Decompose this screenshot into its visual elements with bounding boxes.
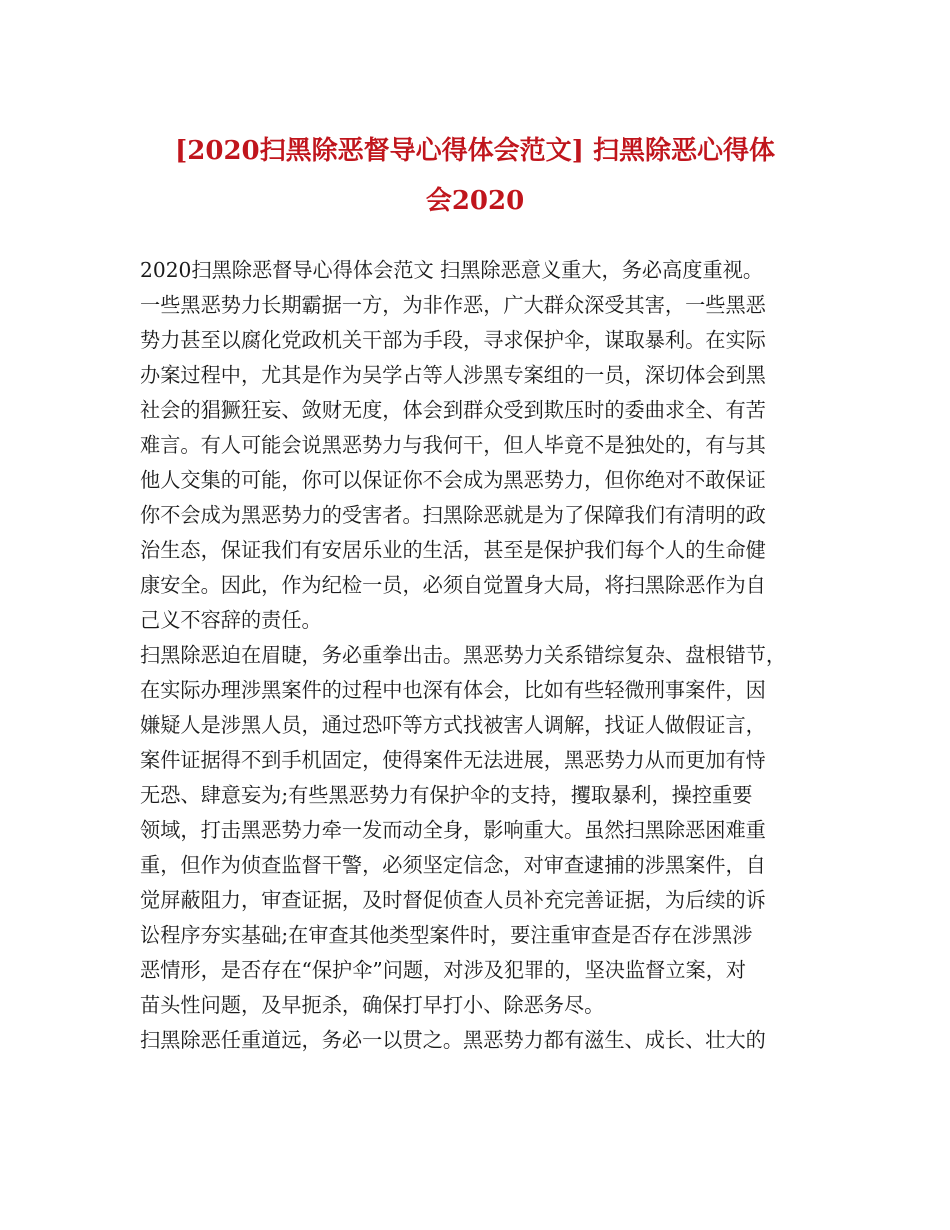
title-line-2: 会2020: [425, 186, 525, 216]
body-line: 苗头性问题，及早扼杀，确保打早打小、除恶务尽。: [140, 993, 605, 1017]
body-line: 在实际办理涉黑案件的过程中也深有体会，比如有些轻微刑事案件，因: [140, 678, 766, 702]
body-line: 无恐、肆意妄为;有些黑恶势力有保护伞的支持，攫取暴利，操控重要: [140, 783, 753, 807]
document-title: [130, 126, 820, 226]
body-line: 他人交集的可能，你可以保证你不会成为黑恶势力，但你绝对不敢保证: [140, 468, 766, 492]
body-line: 恶情形，是否存在“保护伞”问题，对涉及犯罪的，坚决监督立案，对: [140, 958, 747, 982]
body-line: 重，但作为侦查监督干警，必须坚定信念，对审查逮捕的涉黑案件，自: [140, 853, 766, 877]
body-line: 治生态，保证我们有安居乐业的生活，甚至是保护我们每个人的生命健: [140, 538, 766, 562]
body-line: 2020扫黑除恶督导心得体会范文 扫黑除恶意义重大，务必高度重视。: [140, 258, 764, 282]
body-line: 难言。有人可能会说黑恶势力与我何干，但人毕竟不是独处的，有与其: [140, 433, 766, 457]
body-line: 觉屏蔽阻力，审查证据，及时督促侦查人员补充完善证据，为后续的诉: [140, 888, 766, 912]
body-line: 势力甚至以腐化党政机关干部为手段，寻求保护伞，谋取暴利。在实际: [140, 328, 766, 352]
body-line: 己义不容辞的责任。: [140, 608, 322, 632]
body-line: 一些黑恶势力长期霸据一方，为非作恶，广大群众深受其害，一些黑恶: [140, 293, 766, 317]
body-line: 社会的猖獗狂妄、敛财无度，体会到群众受到欺压时的委曲求全、有苦: [140, 398, 766, 422]
body-line: 案件证据得不到手机固定，使得案件无法进展，黑恶势力从而更加有恃: [140, 748, 766, 772]
body-line: 康安全。因此，作为纪检一员，必须自觉置身大局，将扫黑除恶作为自: [140, 573, 766, 597]
body-line: 办案过程中，尤其是作为吴学占等人涉黑专案组的一员，深切体会到黑: [140, 363, 766, 387]
body-line: 嫌疑人是涉黑人员，通过恐吓等方式找被害人调解，找证人做假证言，: [140, 713, 766, 737]
body-line: 扫黑除恶迫在眉睫，务必重拳出击。黑恶势力关系错综复杂、盘根错节，: [140, 643, 787, 667]
title-line-1: [2020扫黑除恶督导心得体会范文] 扫黑除恶心得体: [174, 136, 776, 166]
body-line: 领域，打击黑恶势力牵一发而动全身，影响重大。虽然扫黑除恶困难重: [140, 818, 766, 842]
body-line: 讼程序夯实基础;在审查其他类型案件时，要注重审查是否存在涉黑涉: [140, 923, 753, 947]
body-line: 扫黑除恶任重道远，务必一以贯之。黑恶势力都有滋生、成长、壮大的: [140, 1028, 766, 1052]
body-line: 你不会成为黑恶势力的受害者。扫黑除恶就是为了保障我们有清明的政: [140, 503, 766, 527]
document-body: [140, 253, 820, 1058]
